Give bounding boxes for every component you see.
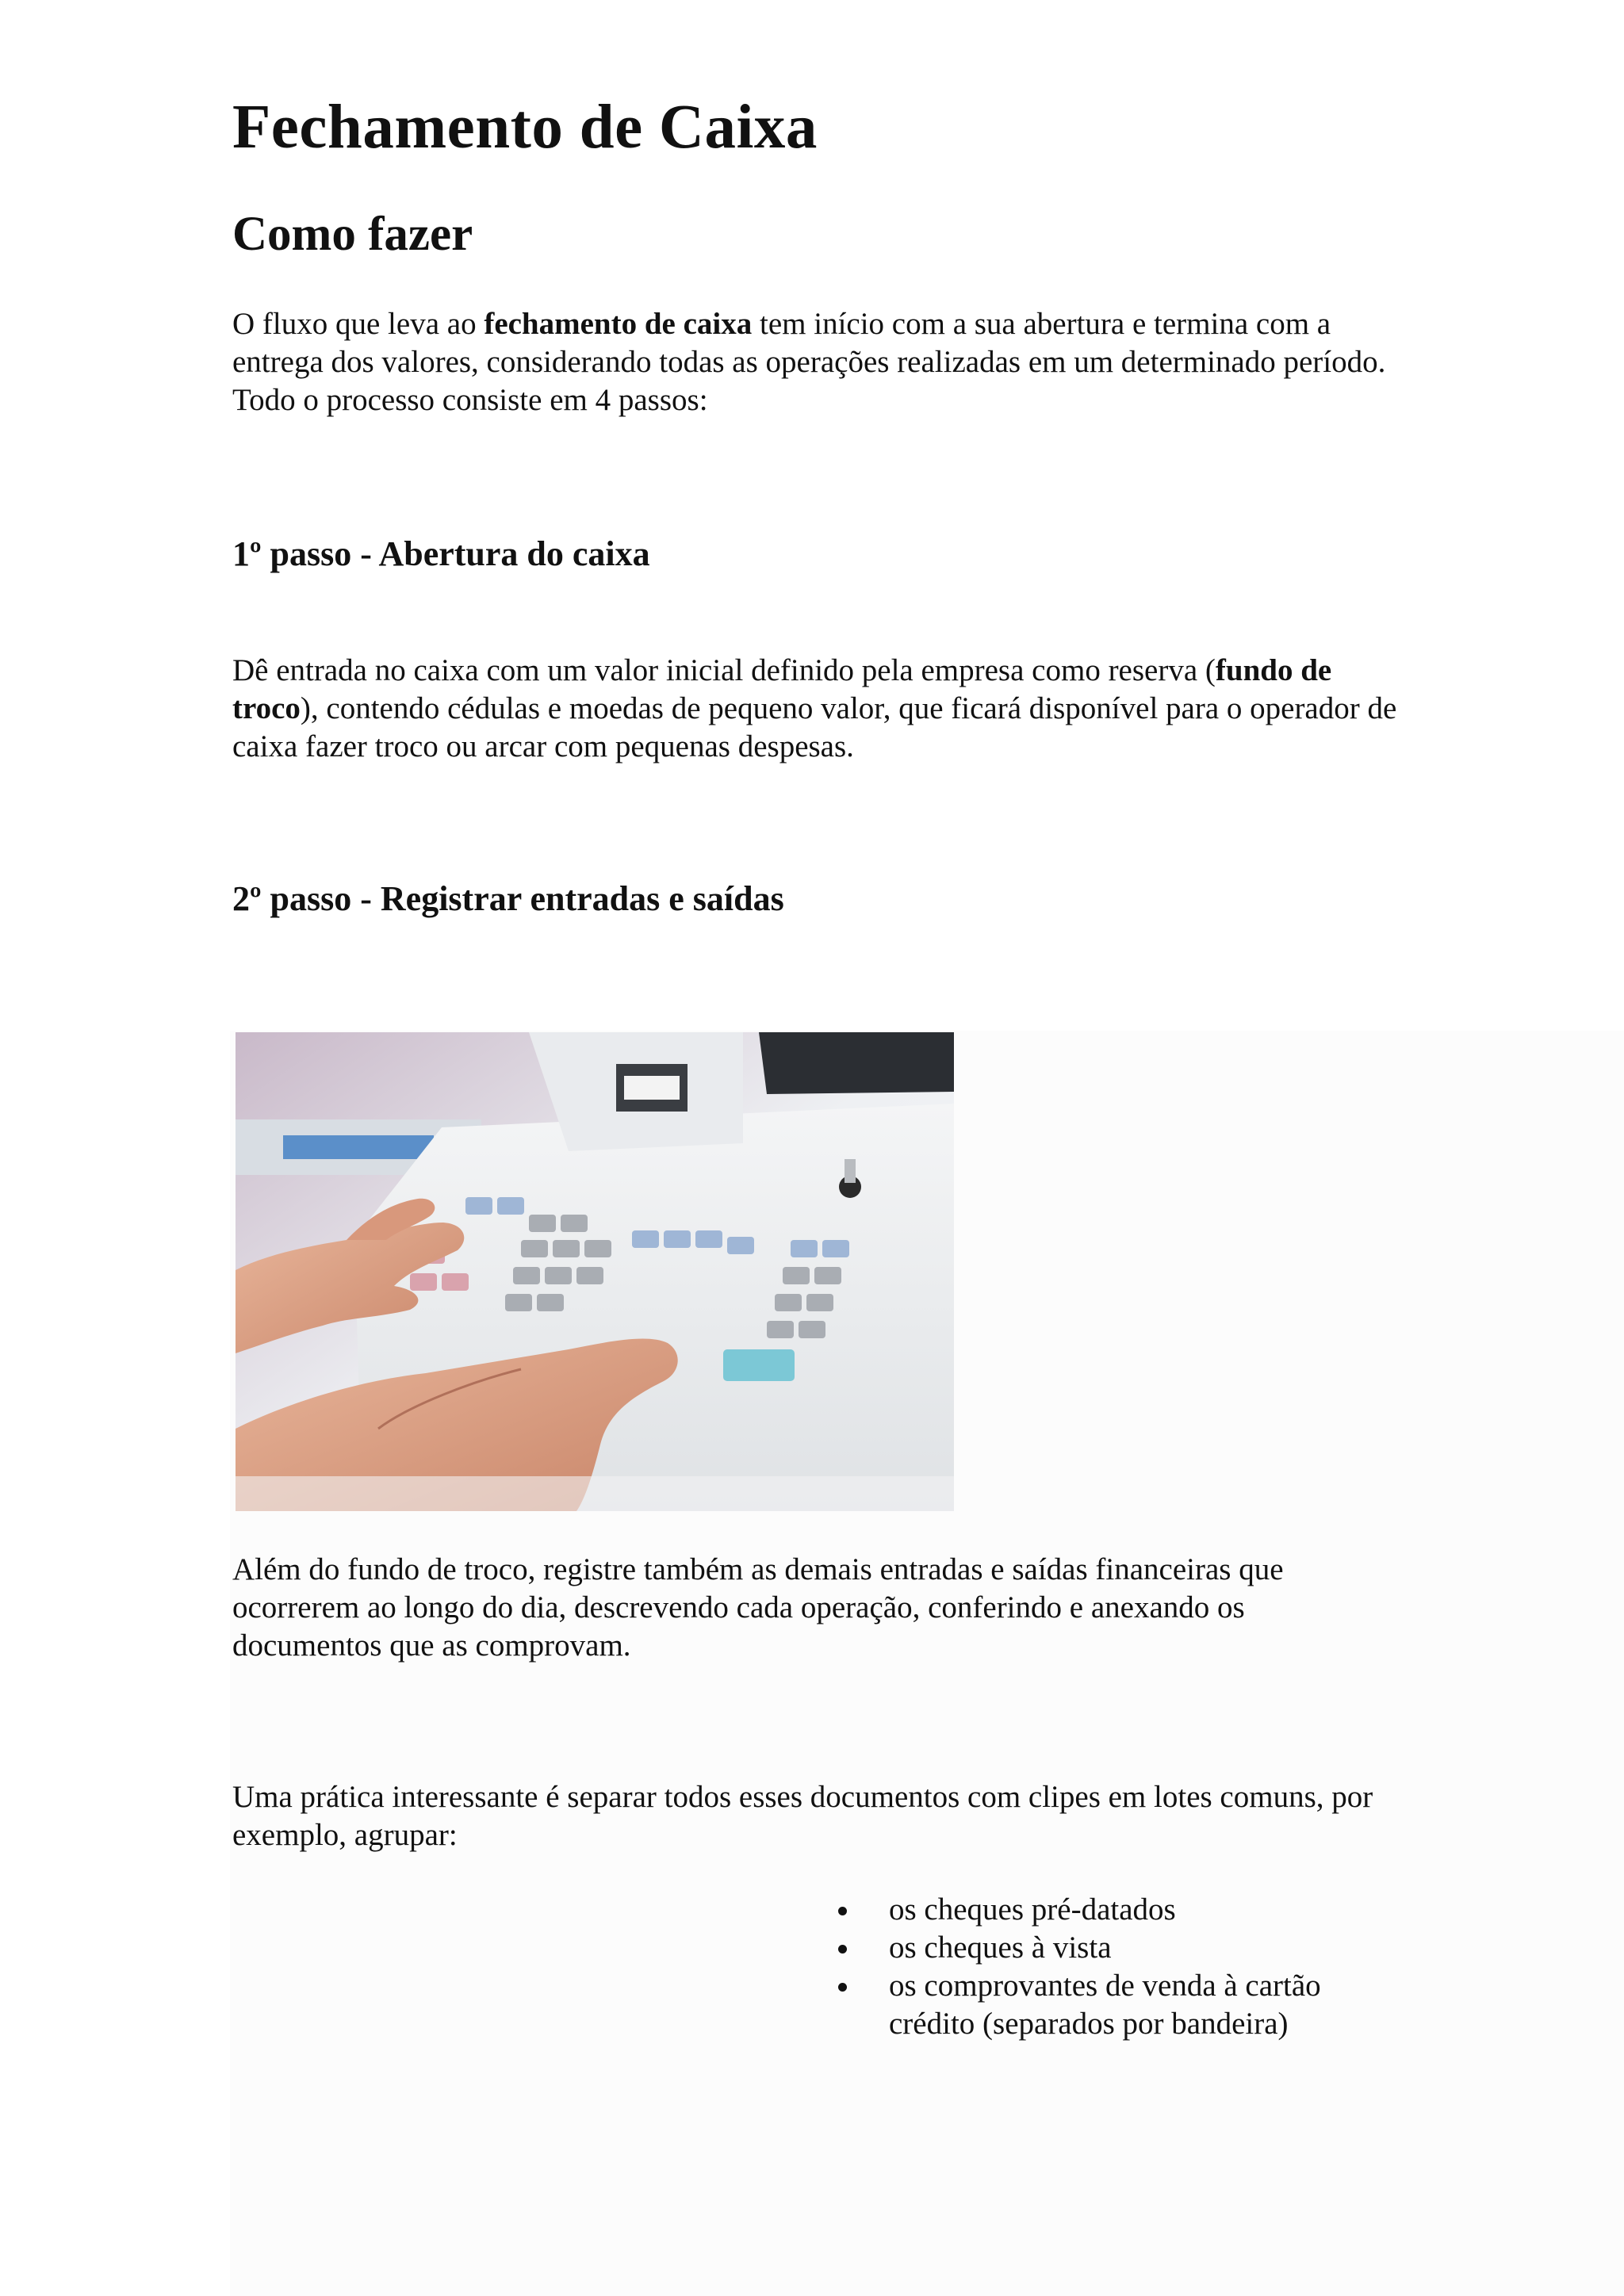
step1-text-end: ), contendo cédulas e moedas de pequeno valor, que ficará disponível para o operador de caixa fazer troco ou arcar com pequenas despesas. <box>232 691 1397 763</box>
cash-register-photo <box>236 1032 954 1511</box>
step1-bold-term: fundo de troco <box>232 653 1332 725</box>
document-title: Fechamento de Caixa <box>232 93 818 162</box>
bullet-icon <box>838 1907 847 1915</box>
list-item <box>837 1929 1392 1967</box>
document-subtitle: Como fazer <box>232 208 473 261</box>
intro-bold-term: fechamento de caixa <box>484 307 753 341</box>
step1-text-start: Dê entrada no caixa com um valor inicial definido pela empresa como reserva ( <box>232 653 1216 687</box>
list-item-text: os cheques à vista <box>889 1931 1112 1965</box>
step1-heading: 1º passo - Abertura do caixa <box>232 534 650 573</box>
list-item <box>837 1967 1392 2043</box>
bullet-icon <box>838 1983 847 1992</box>
intro-paragraph <box>232 305 1398 419</box>
document-groups-list <box>837 1891 1392 2043</box>
intro-text-start: O fluxo que leva ao <box>232 307 485 341</box>
bullet-icon <box>838 1945 847 1954</box>
step1-paragraph <box>232 652 1398 766</box>
list-item-text: os cheques pré-datados <box>889 1892 1176 1927</box>
step2-paragraph-2: Uma prática interessante é separar todos esses documentos com clipes em lotes comuns, por exemplo, agrupar: <box>232 1780 1373 1852</box>
step2-heading: 2º passo - Registrar entradas e saídas <box>232 879 784 918</box>
list-item <box>837 1891 1392 1929</box>
list-item-text: os comprovantes de venda à cartão crédito (separados por bandeira) <box>889 1969 1321 2041</box>
intro-text-end: tem início com a sua abertura e termina com a entrega dos valores, considerando todas as operações realizadas em um determinado período. Todo o processo consiste em 4 passos: <box>232 307 1386 417</box>
step2-paragraph-1: Além do fundo de troco, registre também as demais entradas e saídas financeiras que ocorrerem ao longo do dia, descrevendo cada operação, conferindo e anexando os documentos que as comprovam. <box>232 1552 1284 1663</box>
